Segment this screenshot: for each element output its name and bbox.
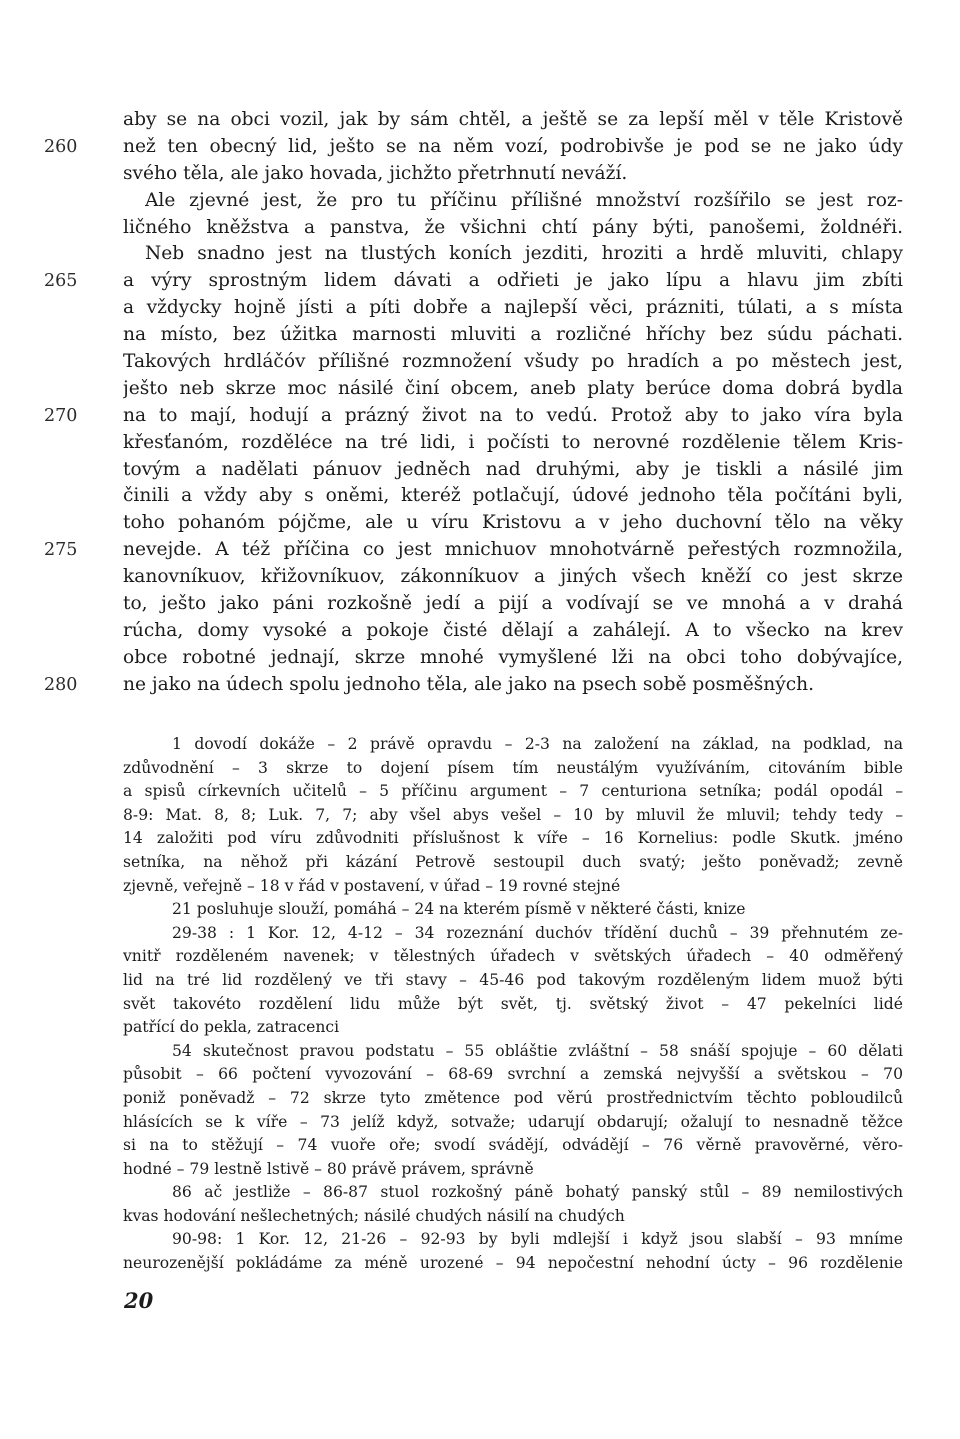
footnote-line [0, 1016, 960, 1040]
footnote-line [0, 875, 960, 899]
text-line [0, 618, 960, 645]
line-number: 275 [44, 540, 78, 561]
footnote-line [0, 993, 960, 1017]
line-text: rúcha, domy vysoké a pokoje čisté dělají a zahálejí. A to všecko na krev [123, 619, 903, 641]
line-text: křesťanóm, rozdělécе na tré lidi, i počísti to nerovné rozdělenie tělem Kris- [123, 431, 903, 453]
text-line [0, 268, 960, 295]
footnote-text: poniž poněvadž – 72 skrze tyto změtence pod věrú prostřednictvím těchto pobloudilců [123, 1088, 903, 1107]
footnote-text: 86 ač jestliže – 86-87 stuol rozkošný páně bohatý panský stůl – 89 nemilostivých [172, 1183, 903, 1202]
line-text: to, ješto jako páni rozkošně jedí a pijí a vodívají se ve mnohá a v drahá [123, 593, 903, 615]
line-text: Ale zjevné jest, že pro tu příčinu přílišné množství rozšířilo se jest roz- [145, 189, 903, 211]
text-line [0, 430, 960, 457]
footnote-line [0, 733, 960, 757]
footnote-line [0, 1205, 960, 1229]
line-number: 265 [44, 271, 78, 292]
main-text [0, 107, 960, 699]
footnote-line [0, 851, 960, 875]
text-line [0, 241, 960, 268]
line-text: kanovníkuov, křižovníkuov, zákonníkuov a jiných všech kněží co jest skrze [123, 566, 903, 588]
footnote-line [0, 945, 960, 969]
line-text: nevejde. A též příčina co jest mnichuov mnohotvárně peřestých rozmnožila, [123, 539, 903, 561]
footnote-text: 90-98: 1 Kor. 12, 21-26 – 92-93 by byli mdlejší i když jsou slabší – 93 mníme [172, 1230, 903, 1249]
text-line [0, 295, 960, 322]
line-text: tovým a nadělati pánuov jedněch nad druhými, aby je tiskli a násilé jim [123, 458, 903, 480]
text-line [0, 134, 960, 161]
text-line [0, 107, 960, 134]
line-text: a vždycky hojně jísti a píti dobře a najlepší věci, prázniti, túlati, a s místa [123, 297, 903, 319]
line-number: 260 [44, 136, 78, 157]
footnote-text: 54 skutečnost pravou podstatu – 55 obláštie zvláštní – 58 snáší spojuje – 60 dělati [172, 1041, 903, 1060]
footnote-line [0, 1111, 960, 1135]
text-line [0, 376, 960, 403]
footnote-line [0, 804, 960, 828]
footnote-text: 8-9: Mat. 8, 8; Luk. 7, 7; aby všel abys vešel – 10 by mluvil že mluvil; tehdy tedy – [123, 805, 903, 824]
text-line [0, 537, 960, 564]
line-number: 270 [44, 405, 78, 426]
line-text: toho pohanóm pójčme, ale u víru Kristovu a v jeho duchovní tělo na věky [123, 512, 903, 534]
line-text: ličného kněžstva a panstva, že všichni chtí pány býti, panošemi, žoldnéři. [123, 216, 903, 238]
footnote-line [0, 1063, 960, 1087]
footnote-text: lid na tré lid rozdělený ve tři stavy – 45-46 pod takovým rozděleným lidem muož býti [123, 970, 903, 989]
line-text: na místo, bez úžitka marnosti mluviti a rozličné hříchy bez súdu páchati. [123, 324, 903, 346]
footnote-line [0, 827, 960, 851]
text-line [0, 403, 960, 430]
footnote-line [0, 1087, 960, 1111]
line-text: svého těla, ale jako hovada, jichžto přetrhnutí neváží. [123, 162, 628, 184]
line-text: ne jako na údech spolu jednoho těla, ale jako na psech sobě posměšných. [123, 673, 815, 695]
text-line [0, 672, 960, 699]
footnote-line [0, 757, 960, 781]
footnote-text: 14 založiti pod víru zdůvodniti příslušnost k víře – 16 Kornelius: podle Skutk. jméno [123, 829, 903, 848]
text-line [0, 215, 960, 242]
text-line [0, 188, 960, 215]
footnote-text: 29-38 : 1 Kor. 12, 4-12 – 34 rozeznání duchóv třídění duchů – 39 přehnutém ze- [172, 923, 903, 942]
footnote-line [0, 1134, 960, 1158]
line-text: činili a vždy aby s oněmi, kteréž potlačují, údové jednoho těla počítáni byli, [123, 485, 903, 507]
text-line [0, 591, 960, 618]
footnotes [0, 733, 960, 1276]
footnote-text: hlásících se k víře – 73 jelíž když, sotvaže; udarují obdarují; ožalují to nesnadně těžce [123, 1112, 903, 1131]
line-text: a výry sprostným lidem dávati a odřieti je jako lípu a hlavu jim zbíti [123, 270, 903, 292]
text-line [0, 645, 960, 672]
line-text: než ten obecný lid, ješto se na něm vozí, podrobivše je pod se ne jako údy [123, 135, 903, 157]
line-text: obce robotné jednají, skrze mnohé vymyšlené lži na obci toho dobývajíce, [123, 646, 903, 668]
text-line [0, 161, 960, 188]
footnote-text: setníka, na něhož při kázání Petrově sestoupil duch svatý; ješto poněvadž; zevně [123, 852, 903, 871]
footnote-text: svět takovéto rozdělení lidu může být svět, tj. světský život – 47 pekelníci lidé [123, 994, 903, 1013]
footnote-line [0, 922, 960, 946]
footnote-text: působit – 66 počtení vyvozování – 68-69 svrchní a zemská nejvyšší a světskou – 70 [123, 1065, 903, 1084]
footnote-line [0, 898, 960, 922]
footnote-text: patřící do pekla, zatracenci [123, 1018, 340, 1037]
footnote-text: zjevně, veřejně – 18 v řád v postavení, v úřad – 19 rovné stejné [123, 876, 621, 895]
text-line [0, 483, 960, 510]
footnote-line [0, 969, 960, 993]
text-line [0, 564, 960, 591]
footnote-text: neurozenější pokládáme za méně urozené – 94 nepočestní nehodní úcty – 96 rozdělenie [123, 1254, 903, 1273]
footnote-line [0, 1228, 960, 1252]
footnote-line [0, 1181, 960, 1205]
text-line [0, 457, 960, 484]
footnote-text: kvas hodování nešlechetných; násilé chudých násilí na chudých [123, 1206, 625, 1225]
line-text: na to mají, hodují a prázný život na to vedú. Protož aby to jako víra byla [123, 404, 903, 426]
line-text: aby se na obci vozil, jak by sám chtěl, a ještě se za lepší měl v těle Kristově [123, 109, 903, 130]
page-number: 20 [124, 1288, 154, 1313]
footnote-text: vnitř rozděleném navenek; v tělestných úřadech v světských úřadech – 40 odměřený [123, 947, 903, 966]
footnote-text: a spisů církevních učitelů – 5 příčinu argument – 7 centuriona setníka; podál opodál – [123, 782, 903, 801]
text-line [0, 322, 960, 349]
line-text: ješto neb skrze moc násilé činí obcem, aneb platy berúce doma dobrá bydla [123, 377, 903, 399]
line-number: 280 [44, 674, 78, 695]
footnote-line [0, 780, 960, 804]
line-text: Neb snadno jest na tlustých koních jezditi, hroziti a hrdě mluviti, chlapy [145, 243, 903, 265]
footnote-line [0, 1252, 960, 1276]
footnote-text: si na to stěžují – 74 vuoře oře; svodí svádějí, odvádějí – 76 věrně pravověrné, věro- [123, 1136, 903, 1155]
text-line [0, 349, 960, 376]
text-line [0, 510, 960, 537]
footnote-text: zdůvodnění – 3 skrze to dojení písem tím neustálým využíváním, citováním bible [123, 758, 903, 777]
footnote-text: hodné – 79 lestně lstivě – 80 právě právem, správně [123, 1159, 534, 1178]
footnote-line [0, 1040, 960, 1064]
footnote-text: 1 dovodí dokáže – 2 právě opravdu – 2-3 na založení na základ, na podklad, na [172, 735, 903, 753]
footnote-line [0, 1158, 960, 1182]
line-text: Takových hrdláčóv přílišné rozmnožení všudy po hradích a po městech jest, [123, 351, 903, 373]
footnote-text: 21 posluhuje slouží, pomáhá – 24 na kterém písmě v některé části, knize [172, 900, 746, 919]
